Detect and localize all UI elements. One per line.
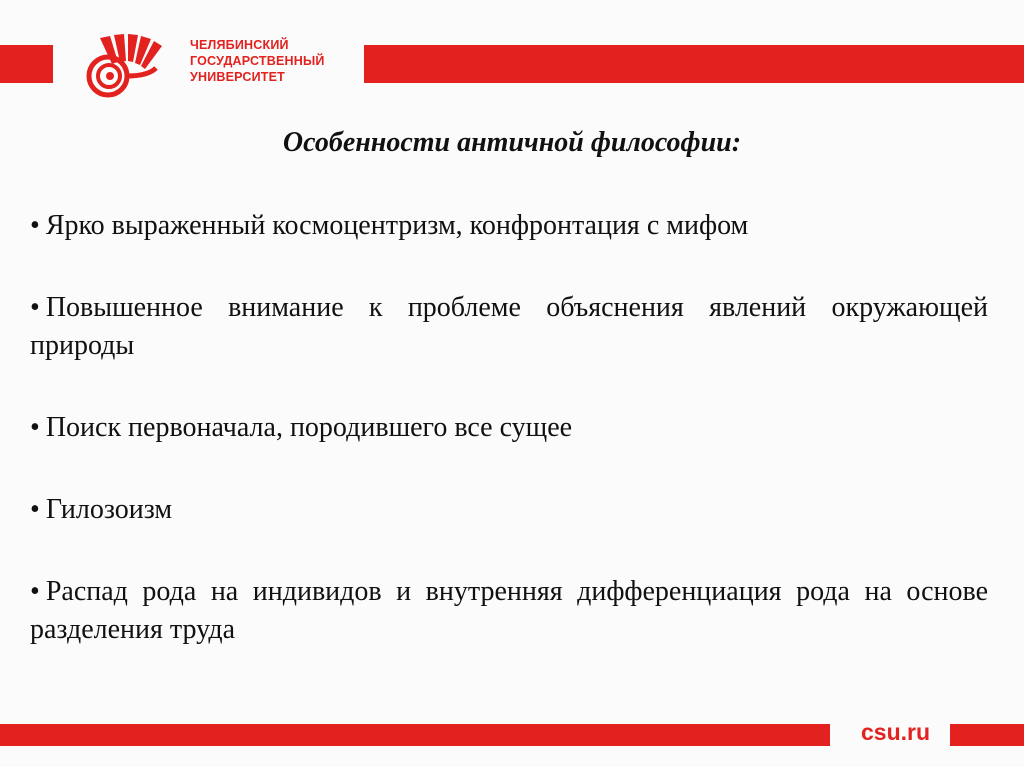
university-name-line-3: УНИВЕРСИТЕТ	[190, 70, 285, 84]
header-bar-left	[0, 45, 53, 83]
bullet-icon: •	[30, 412, 40, 443]
list-item	[30, 491, 988, 529]
list-item	[30, 207, 988, 245]
bullet-icon: •	[30, 292, 40, 323]
footer-bar-right	[950, 724, 1024, 746]
bullet-icon: •	[30, 494, 40, 525]
footer-bar-left	[0, 724, 830, 746]
list-item-text: Ярко выраженный космоцентризм, конфронтация с мифом	[45, 210, 749, 241]
list-item-text: Повышенное внимание к проблеме объяснения явлений окружающей природы	[30, 292, 988, 361]
csu-logo-icon	[78, 28, 178, 98]
bullet-icon: •	[30, 576, 40, 607]
university-name	[190, 37, 325, 85]
list-item	[30, 573, 988, 649]
university-name-line-1: ЧЕЛЯБИНСКИЙ	[190, 38, 289, 52]
list-item-text: Распад рода на индивидов и внутренняя дифференциация рода на основе разделения труда	[30, 576, 988, 645]
footer-site-link[interactable]: csu.ru	[860, 719, 931, 745]
university-name-line-2: ГОСУДАРСТВЕННЫЙ	[190, 54, 325, 68]
bullet-icon: •	[30, 210, 40, 241]
list-item	[30, 289, 988, 365]
list-item-text: Гилозоизм	[45, 494, 173, 525]
list-item	[30, 409, 988, 447]
list-item-text: Поиск первоначала, породившего все сущее	[45, 412, 573, 443]
bullet-list	[30, 207, 988, 693]
slide-title: Особенности античной философии:	[282, 127, 742, 158]
header-bar-right	[364, 45, 1024, 83]
